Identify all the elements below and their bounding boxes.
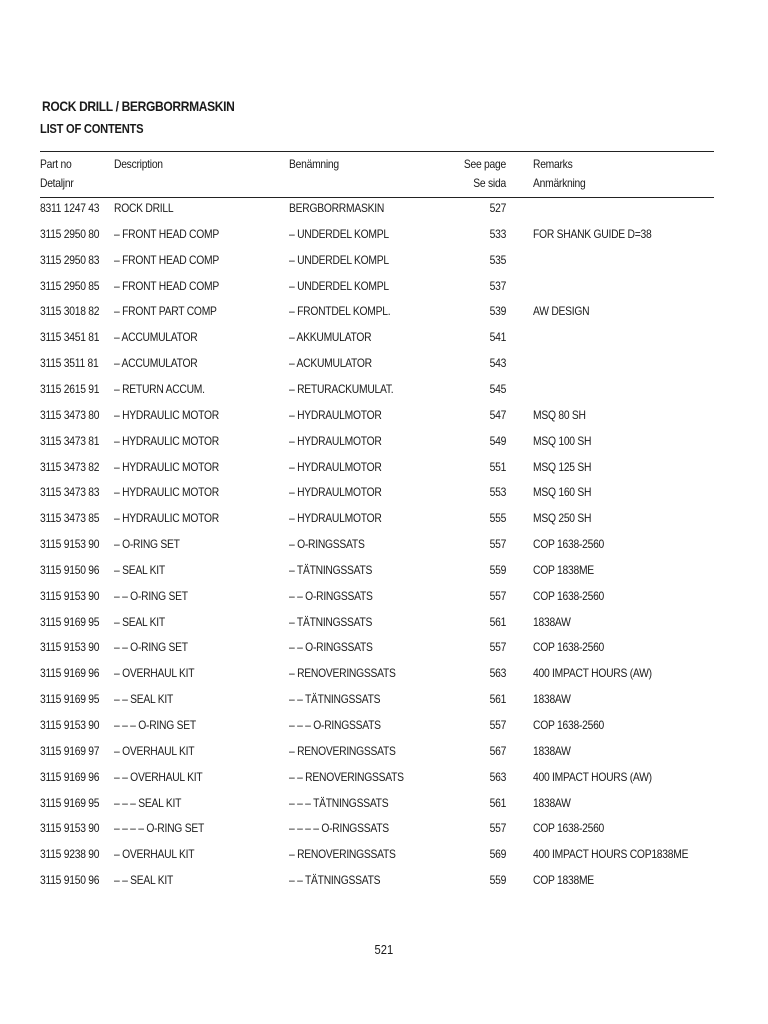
part-number-cell: 3115 9169 97	[40, 744, 100, 758]
header-anmarkning: Anmärkning	[533, 176, 586, 190]
remarks-cell: MSQ 250 SH	[533, 511, 592, 525]
header-benamning: Benämning	[289, 157, 339, 171]
part-number-cell: 8311 1247 43	[40, 201, 100, 215]
remarks-cell: COP 1638-2560	[533, 718, 605, 732]
remarks-cell: 400 IMPACT HOURS COP1838ME	[533, 847, 689, 861]
page-reference-cell: 557	[489, 821, 506, 835]
benamning-cell: – – – O-RINGSSATS	[289, 718, 381, 732]
benamning-cell: – RENOVERINGSSATS	[289, 744, 396, 758]
description-cell: – HYDRAULIC MOTOR	[114, 460, 219, 474]
part-number-cell: 3115 9169 95	[40, 796, 100, 810]
part-number-cell: 3115 3473 82	[40, 460, 100, 474]
description-cell: – FRONT PART COMP	[114, 304, 217, 318]
part-number-cell: 3115 3451 81	[40, 330, 100, 344]
benamning-cell: – – O-RINGSSATS	[289, 640, 373, 654]
benamning-cell: – TÄTNINGSSATS	[289, 563, 373, 577]
description-cell: – – – SEAL KIT	[114, 796, 182, 810]
description-cell: – HYDRAULIC MOTOR	[114, 485, 219, 499]
remarks-cell: MSQ 125 SH	[533, 460, 592, 474]
part-number-cell: 3115 3473 80	[40, 408, 100, 422]
benamning-cell: – O-RINGSSATS	[289, 537, 365, 551]
page-number-text: 521	[374, 942, 394, 957]
description-cell: – FRONT HEAD COMP	[114, 227, 219, 241]
description-cell: – – – O-RING SET	[114, 718, 196, 732]
header-detaljnr: Detaljnr	[40, 176, 74, 190]
page-reference-cell: 569	[489, 847, 506, 861]
page-reference-cell: 557	[489, 537, 506, 551]
page-reference-cell: 543	[489, 356, 506, 370]
description-cell: – SEAL KIT	[114, 615, 165, 629]
benamning-cell: BERGBORRMASKIN	[289, 201, 385, 215]
description-cell: – HYDRAULIC MOTOR	[114, 408, 219, 422]
benamning-cell: – UNDERDEL KOMPL	[289, 227, 389, 241]
description-cell: – O-RING SET	[114, 537, 180, 551]
description-cell: – ACCUMULATOR	[114, 330, 198, 344]
benamning-cell: – UNDERDEL KOMPL	[289, 279, 389, 293]
page-reference-cell: 549	[489, 434, 506, 448]
benamning-cell: – HYDRAULMOTOR	[289, 434, 382, 448]
header-top-rule	[40, 151, 714, 152]
benamning-cell: – TÄTNINGSSATS	[289, 615, 373, 629]
header-part-no: Part no	[40, 157, 72, 171]
part-number-cell: 3115 9150 96	[40, 563, 100, 577]
remarks-cell: 1838AW	[533, 615, 571, 629]
description-cell: – ACCUMULATOR	[114, 356, 198, 370]
page-reference-cell: 541	[489, 330, 506, 344]
header-se-sida: Se sida	[473, 176, 506, 190]
description-cell: ROCK DRILL	[114, 201, 174, 215]
page-subtitle: LIST OF CONTENTS	[40, 121, 144, 136]
remarks-cell: 1838AW	[533, 692, 571, 706]
remarks-cell: 400 IMPACT HOURS (AW)	[533, 770, 652, 784]
header-remarks: Remarks	[533, 157, 573, 171]
remarks-cell: 1838AW	[533, 744, 571, 758]
description-cell: – – – – O-RING SET	[114, 821, 204, 835]
description-cell: – HYDRAULIC MOTOR	[114, 434, 219, 448]
remarks-cell: MSQ 100 SH	[533, 434, 592, 448]
description-cell: – RETURN ACCUM.	[114, 382, 205, 396]
description-cell: – FRONT HEAD COMP	[114, 279, 219, 293]
description-cell: – – O-RING SET	[114, 589, 188, 603]
header-bottom-rule	[40, 197, 714, 198]
remarks-cell: AW DESIGN	[533, 304, 590, 318]
description-cell: – OVERHAUL KIT	[114, 666, 195, 680]
remarks-cell: 1838AW	[533, 796, 571, 810]
description-cell: – SEAL KIT	[114, 563, 165, 577]
remarks-cell: COP 1638-2560	[533, 589, 605, 603]
benamning-cell: – AKKUMULATOR	[289, 330, 372, 344]
benamning-cell: – FRONTDEL KOMPL.	[289, 304, 391, 318]
page-reference-cell: 557	[489, 640, 506, 654]
page-reference-cell: 561	[489, 692, 506, 706]
benamning-cell: – HYDRAULMOTOR	[289, 408, 382, 422]
benamning-cell: – HYDRAULMOTOR	[289, 511, 382, 525]
part-number-cell: 3115 3018 82	[40, 304, 100, 318]
remarks-cell: COP 1638-2560	[533, 640, 605, 654]
benamning-cell: – RENOVERINGSSATS	[289, 847, 396, 861]
description-cell: – – SEAL KIT	[114, 873, 174, 887]
remarks-cell: COP 1838ME	[533, 873, 594, 887]
part-number-cell: 3115 9169 95	[40, 615, 100, 629]
part-number-cell: 3115 9169 95	[40, 692, 100, 706]
page-reference-cell: 563	[489, 666, 506, 680]
page-title: ROCK DRILL / BERGBORRMASKIN	[42, 98, 235, 114]
header-description: Description	[114, 157, 163, 171]
part-number-cell: 3115 2950 85	[40, 279, 100, 293]
part-number-cell: 3115 9169 96	[40, 666, 100, 680]
part-number-cell: 3115 9153 90	[40, 821, 100, 835]
description-cell: – OVERHAUL KIT	[114, 847, 195, 861]
part-number-cell: 3115 9153 90	[40, 537, 100, 551]
page-reference-cell: 527	[489, 201, 506, 215]
benamning-cell: – HYDRAULMOTOR	[289, 485, 382, 499]
description-cell: – FRONT HEAD COMP	[114, 253, 219, 267]
page-reference-cell: 537	[489, 279, 506, 293]
benamning-cell: – RENOVERINGSSATS	[289, 666, 396, 680]
page-number	[0, 942, 768, 957]
benamning-cell: – – RENOVERINGSSATS	[289, 770, 404, 784]
remarks-cell: 400 IMPACT HOURS (AW)	[533, 666, 652, 680]
part-number-cell: 3115 9238 90	[40, 847, 100, 861]
part-number-cell: 3115 2615 91	[40, 382, 100, 396]
page-reference-cell: 551	[489, 460, 506, 474]
part-number-cell: 3115 2950 83	[40, 253, 100, 267]
remarks-cell: FOR SHANK GUIDE D=38	[533, 227, 652, 241]
page-reference-cell: 539	[489, 304, 506, 318]
description-cell: – HYDRAULIC MOTOR	[114, 511, 219, 525]
page-reference-cell: 561	[489, 796, 506, 810]
description-cell: – – SEAL KIT	[114, 692, 174, 706]
remarks-cell: MSQ 80 SH	[533, 408, 586, 422]
benamning-cell: – – TÄTNINGSSATS	[289, 692, 381, 706]
benamning-cell: – – – – O-RINGSSATS	[289, 821, 389, 835]
benamning-cell: – RETURACKUMULAT.	[289, 382, 394, 396]
part-number-cell: 3115 9153 90	[40, 640, 100, 654]
description-cell: – OVERHAUL KIT	[114, 744, 195, 758]
part-number-cell: 3115 9169 96	[40, 770, 100, 784]
benamning-cell: – HYDRAULMOTOR	[289, 460, 382, 474]
part-number-cell: 3115 2950 80	[40, 227, 100, 241]
page-reference-cell: 533	[489, 227, 506, 241]
benamning-cell: – – TÄTNINGSSATS	[289, 873, 381, 887]
page-reference-cell: 563	[489, 770, 506, 784]
part-number-cell: 3115 9153 90	[40, 589, 100, 603]
page-reference-cell: 559	[489, 563, 506, 577]
description-cell: – – O-RING SET	[114, 640, 188, 654]
page-reference-cell: 545	[489, 382, 506, 396]
part-number-cell: 3115 3473 83	[40, 485, 100, 499]
part-number-cell: 3115 3473 81	[40, 434, 100, 448]
benamning-cell: – – – TÄTNINGSSATS	[289, 796, 389, 810]
page-reference-cell: 561	[489, 615, 506, 629]
remarks-cell: MSQ 160 SH	[533, 485, 592, 499]
part-number-cell: 3115 9153 90	[40, 718, 100, 732]
benamning-cell: – ACKUMULATOR	[289, 356, 372, 370]
part-number-cell: 3115 3473 85	[40, 511, 100, 525]
remarks-cell: COP 1838ME	[533, 563, 594, 577]
page-reference-cell: 567	[489, 744, 506, 758]
part-number-cell: 3115 3511 81	[40, 356, 99, 370]
part-number-cell: 3115 9150 96	[40, 873, 100, 887]
remarks-cell: COP 1638-2560	[533, 821, 605, 835]
benamning-cell: – – O-RINGSSATS	[289, 589, 373, 603]
remarks-cell: COP 1638-2560	[533, 537, 605, 551]
description-cell: – – OVERHAUL KIT	[114, 770, 203, 784]
page-reference-cell: 555	[489, 511, 506, 525]
page-reference-cell: 557	[489, 718, 506, 732]
page-reference-cell: 557	[489, 589, 506, 603]
page-reference-cell: 547	[489, 408, 506, 422]
benamning-cell: – UNDERDEL KOMPL	[289, 253, 389, 267]
page-reference-cell: 553	[489, 485, 506, 499]
header-see-page: See page	[463, 157, 506, 171]
page-reference-cell: 559	[489, 873, 506, 887]
page-reference-cell: 535	[489, 253, 506, 267]
